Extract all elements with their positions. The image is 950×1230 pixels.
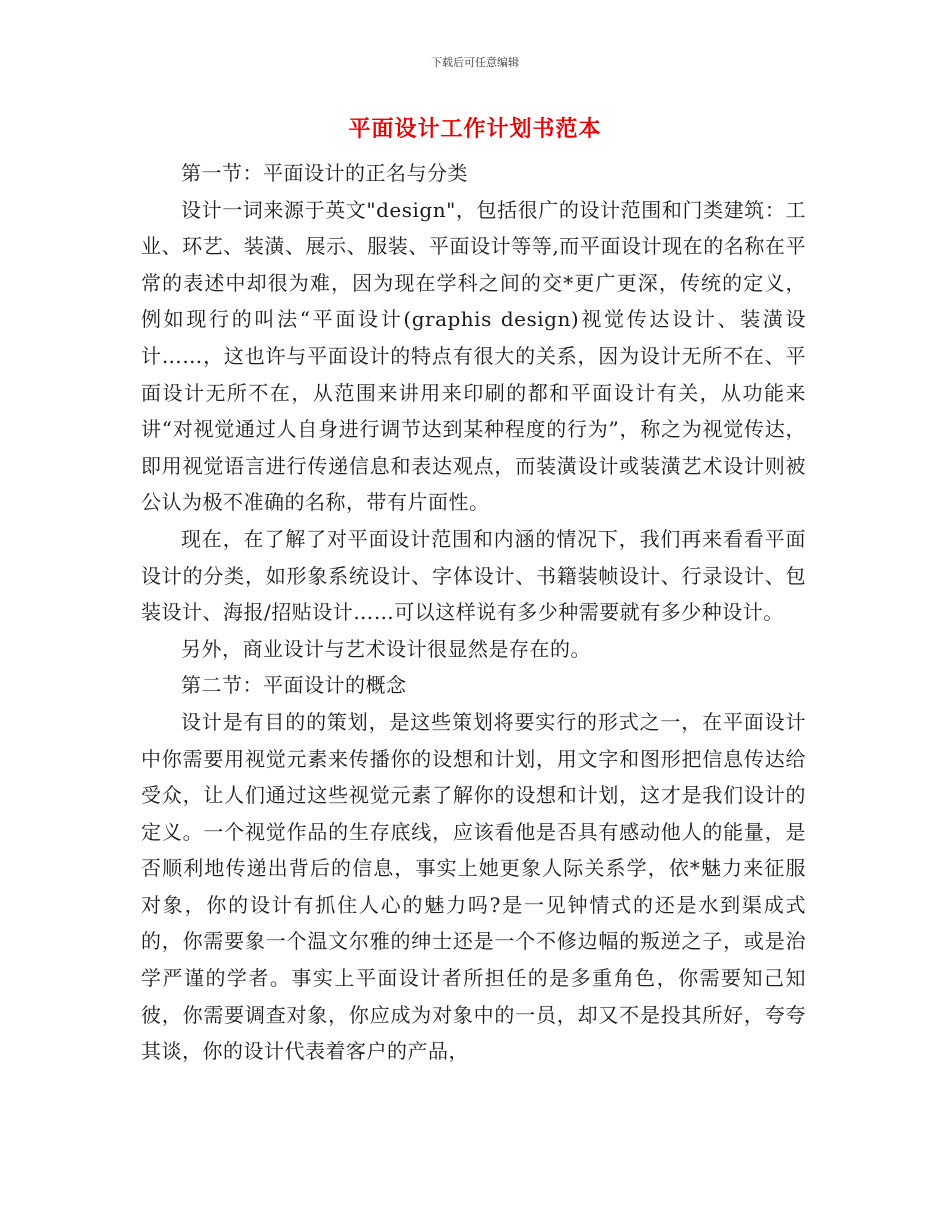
section-heading-1: 第一节：平面设计的正名与分类 xyxy=(181,161,468,185)
document-body xyxy=(141,155,806,1070)
document-title: 平面设计工作计划书范本 xyxy=(348,116,602,142)
section-heading-2: 第二节：平面设计的概念 xyxy=(181,673,407,698)
paragraph: 设计是有目的的策划，是这些策划将要实行的形式之一，在平面设计中你需要用视觉元素来传播你的设想和计划，用文字和图形把信息传达给受众，让人们通过这些视觉元素了解你的设想和计划，这才是我们设计的定义。一个视觉作品的生存底线，应该看他是否具有感动他人的能量，是否顺利地传递出背后的信息，事实上她更象人际关系学，依*魅力来征服对象，你的设计有抓住人心的魅力吗?是一见钟情式的还是水到渠成式的，你需要象一个温文尔雅的绅士还是一个不修边幅的叛逆之子，或是治学严谨的学者。事实上平面设计者所担任的是多重角色，你需要知己知彼，你需要调查对象，你应成为对象中的一员，却又不是投其所好，夸夸其谈，你的设计代表着客户的产品， xyxy=(141,709,806,1064)
page-header: 下载后可任意编辑 xyxy=(431,56,519,69)
paragraph: 另外，商业设计与艺术设计很显然是存在的。 xyxy=(181,636,591,661)
paragraph: 现在，在了解了对平面设计范围和内涵的情况下，我们再来看看平面设计的分类，如形象系统设计、字体设计、书籍装帧设计、行录设计、包装设计、海报/招贴设计……可以这样说有多少种需要就有多少种设计。 xyxy=(141,526,806,625)
paragraph: 设计一词来源于英文"design"，包括很广的设计范围和门类建筑：工业、环艺、装潢、展示、服装、平面设计等等,而平面设计现在的名称在平常的表述中却很为难，因为现在学科之间的交*更广更深，传统的定义，例如现行的叫法“平面设计(graphis design)视觉传达设计、装潢设计……，这也许与平面设计的特点有很大的关系，因为设计无所不在、平面设计无所不在，从范围来讲用来印刷的都和平面设计有关，从功能来讲“对视觉通过人自身进行调节达到某种程度的行为”，称之为视觉传达，即用视觉语言进行传递信息和表达观点，而装潢设计或装潢艺术设计则被公认为极不准确的名称，带有片面性。 xyxy=(141,197,806,515)
